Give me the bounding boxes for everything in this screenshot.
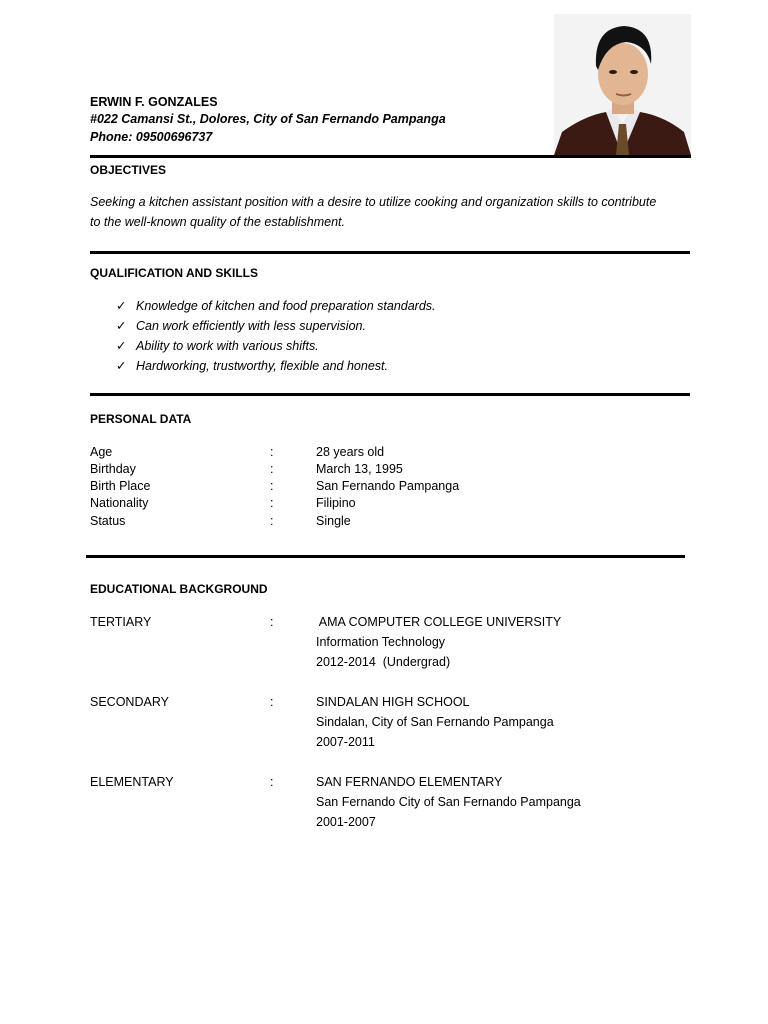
skill-text: Ability to work with various shifts. [136, 339, 319, 353]
education-years: 2012-2014 (Undergrad) [316, 655, 451, 669]
education-colon: : [270, 775, 274, 789]
skill-text: Hardworking, trustworthy, flexible and honest. [136, 359, 388, 373]
education-level: ELEMENTARY [90, 775, 174, 789]
personal-value: March 13, 1995 [316, 462, 403, 476]
personal-label: Nationality [90, 496, 149, 510]
education-school: AMA COMPUTER COLLEGE UNIVERSITY [316, 615, 562, 629]
skill-item [116, 318, 366, 333]
personal-value: 28 years old [316, 445, 385, 459]
divider-objectives [90, 251, 690, 254]
personal-colon: : [270, 445, 274, 459]
education-level: TERTIARY [90, 615, 152, 629]
personal-data-heading: PERSONAL DATA [90, 412, 192, 426]
education-heading: EDUCATIONAL BACKGROUND [90, 582, 268, 596]
personal-colon: : [270, 496, 274, 510]
checkmark-icon: ✓ [116, 359, 127, 373]
checkmark-icon: ✓ [116, 319, 127, 333]
objectives-line-1: Seeking a kitchen assistant position with a desire to utilize cooking and organization skills to contribute [90, 195, 657, 209]
skill-text: Can work efficiently with less supervision. [136, 319, 366, 333]
education-colon: : [270, 615, 274, 629]
education-years: 2007-2011 [316, 735, 375, 749]
divider-header [90, 155, 691, 158]
divider-personal [86, 555, 685, 558]
divider-skills [90, 393, 690, 396]
personal-colon: : [270, 479, 274, 493]
checkmark-icon: ✓ [116, 299, 127, 313]
education-level: SECONDARY [90, 695, 169, 709]
personal-label: Birthday [90, 462, 136, 476]
personal-label: Status [90, 514, 126, 528]
education-colon: : [270, 695, 274, 709]
education-detail: San Fernando City of San Fernando Pampanga [316, 795, 581, 809]
skill-item [116, 358, 388, 373]
skill-item [116, 338, 319, 353]
applicant-address: #022 Camansi St., Dolores, City of San Fernando Pampanga [90, 112, 446, 126]
personal-label: Birth Place [90, 479, 151, 493]
objectives-heading: OBJECTIVES [90, 163, 167, 177]
education-detail: Sindalan, City of San Fernando Pampanga [316, 715, 554, 729]
objectives-line-2: to the well-known quality of the establishment. [90, 215, 345, 229]
education-school: SAN FERNANDO ELEMENTARY [316, 775, 503, 789]
checkmark-icon: ✓ [116, 339, 127, 353]
education-years: 2001-2007 [316, 815, 376, 829]
education-school: SINDALAN HIGH SCHOOL [316, 695, 470, 709]
personal-value: Filipino [316, 496, 356, 510]
personal-value: Single [316, 514, 351, 528]
personal-colon: : [270, 514, 274, 528]
skill-item [116, 298, 436, 313]
applicant-name: ERWIN F. GONZALES [90, 95, 218, 109]
profile-photo [554, 14, 691, 155]
applicant-phone: Phone: 09500696737 [90, 130, 213, 144]
personal-value: San Fernando Pampanga [316, 479, 460, 493]
skill-text: Knowledge of kitchen and food preparation standards. [136, 299, 436, 313]
skills-heading: QUALIFICATION AND SKILLS [90, 266, 258, 280]
education-detail: Information Technology [316, 635, 446, 649]
personal-label: Age [90, 445, 113, 459]
personal-colon: : [270, 462, 274, 476]
